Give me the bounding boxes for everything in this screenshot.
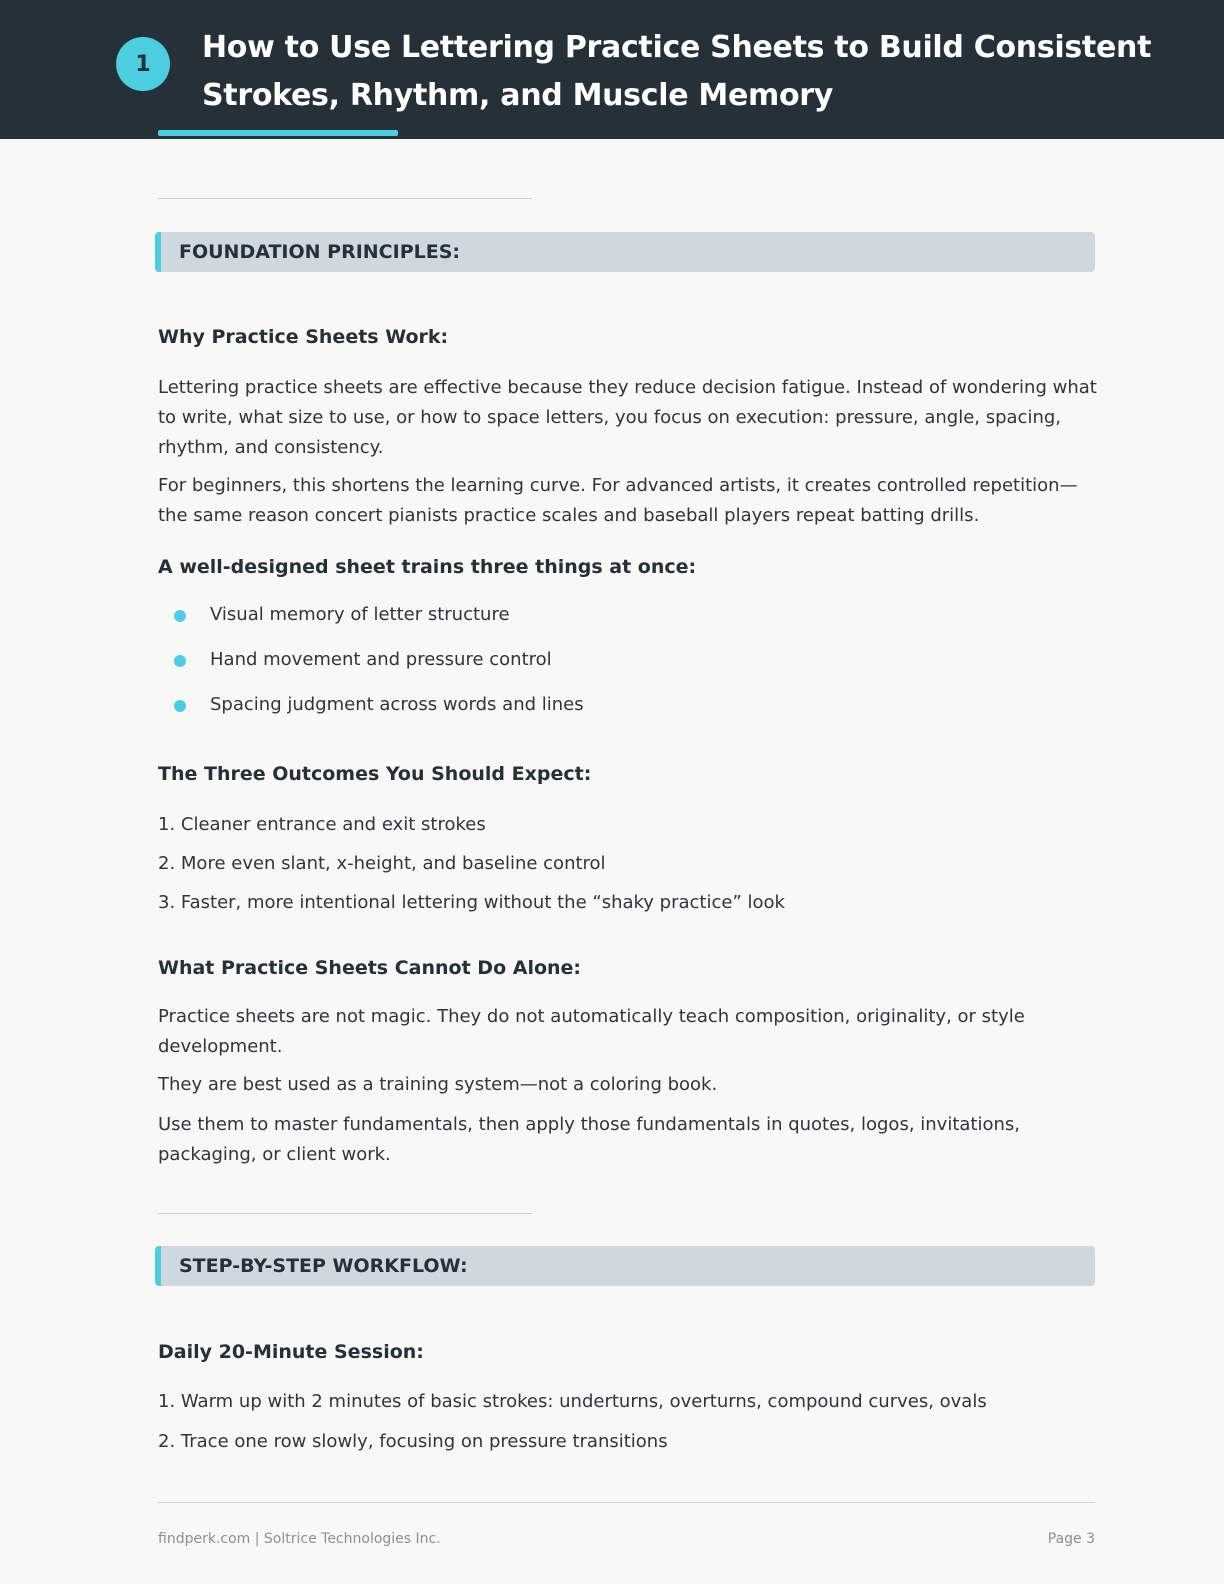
paragraph: Practice sheets are not magic. They do not automatically teach composition, originality, or style development. [158, 1006, 1025, 1057]
page-title: How to Use Lettering Practice Sheets to Build Consistent Strokes, Rhythm, and Muscle Memory [202, 30, 1152, 113]
list-item: 1. Warm up with 2 minutes of basic strokes: underturns, overturns, compound curves, ovals [158, 1391, 987, 1412]
page-number: Page 3 [1047, 1531, 1095, 1547]
subheading-daily-session: Daily 20-Minute Session: [158, 1341, 424, 1363]
paragraph: They are best used as a training system—not a coloring book. [158, 1074, 718, 1095]
section-heading-bar [155, 1246, 1095, 1286]
paragraph: Use them to master fundamentals, then apply those fundamentals in quotes, logos, invitations, packaging, or client work. [158, 1114, 1020, 1165]
list-item: 1. Cleaner entrance and exit strokes [158, 814, 486, 835]
list-item: 3. Faster, more intentional lettering without the “shaky practice” look [158, 892, 785, 913]
chapter-number-badge: 1 [116, 37, 170, 91]
list-item: Spacing judgment across words and lines [210, 694, 584, 715]
page-header [0, 0, 1224, 139]
footer-divider [158, 1502, 1095, 1503]
subheading-outcomes: The Three Outcomes You Should Expect: [158, 763, 592, 785]
paragraph: For beginners, this shortens the learning curve. For advanced artists, it creates controlled repetition—the same reason concert pianists practice scales and baseball players repeat batting drills. [158, 475, 1078, 526]
section-heading: FOUNDATION PRINCIPLES: [179, 241, 460, 263]
list-item: Hand movement and pressure control [210, 649, 552, 670]
section-heading-bar [155, 232, 1095, 272]
list-item: 2. Trace one row slowly, focusing on pressure transitions [158, 1431, 668, 1452]
bullet-dot-icon [174, 700, 186, 712]
subheading-cannot-do: What Practice Sheets Cannot Do Alone: [158, 957, 582, 979]
list-item: Visual memory of letter structure [210, 604, 510, 625]
subheading-why-practice: Why Practice Sheets Work: [158, 326, 449, 348]
title-accent-underline [158, 130, 398, 136]
section-heading: STEP-BY-STEP WORKFLOW: [179, 1255, 468, 1277]
section-divider [158, 198, 532, 199]
bullet-dot-icon [174, 610, 186, 622]
subheading-trains: A well-designed sheet trains three things at once: [158, 556, 697, 578]
bullet-dot-icon [174, 655, 186, 667]
paragraph: Lettering practice sheets are effective because they reduce decision fatigue. Instead of wondering what to write, what size to use, or how to space letters, you focus on execution: pressure, angle, spacing, rhythm, and consistency. [158, 377, 1097, 458]
section-divider [158, 1213, 532, 1214]
list-item: 2. More even slant, x-height, and baseline control [158, 853, 606, 874]
footer-source: findperk.com | Soltrice Technologies Inc. [158, 1531, 441, 1547]
